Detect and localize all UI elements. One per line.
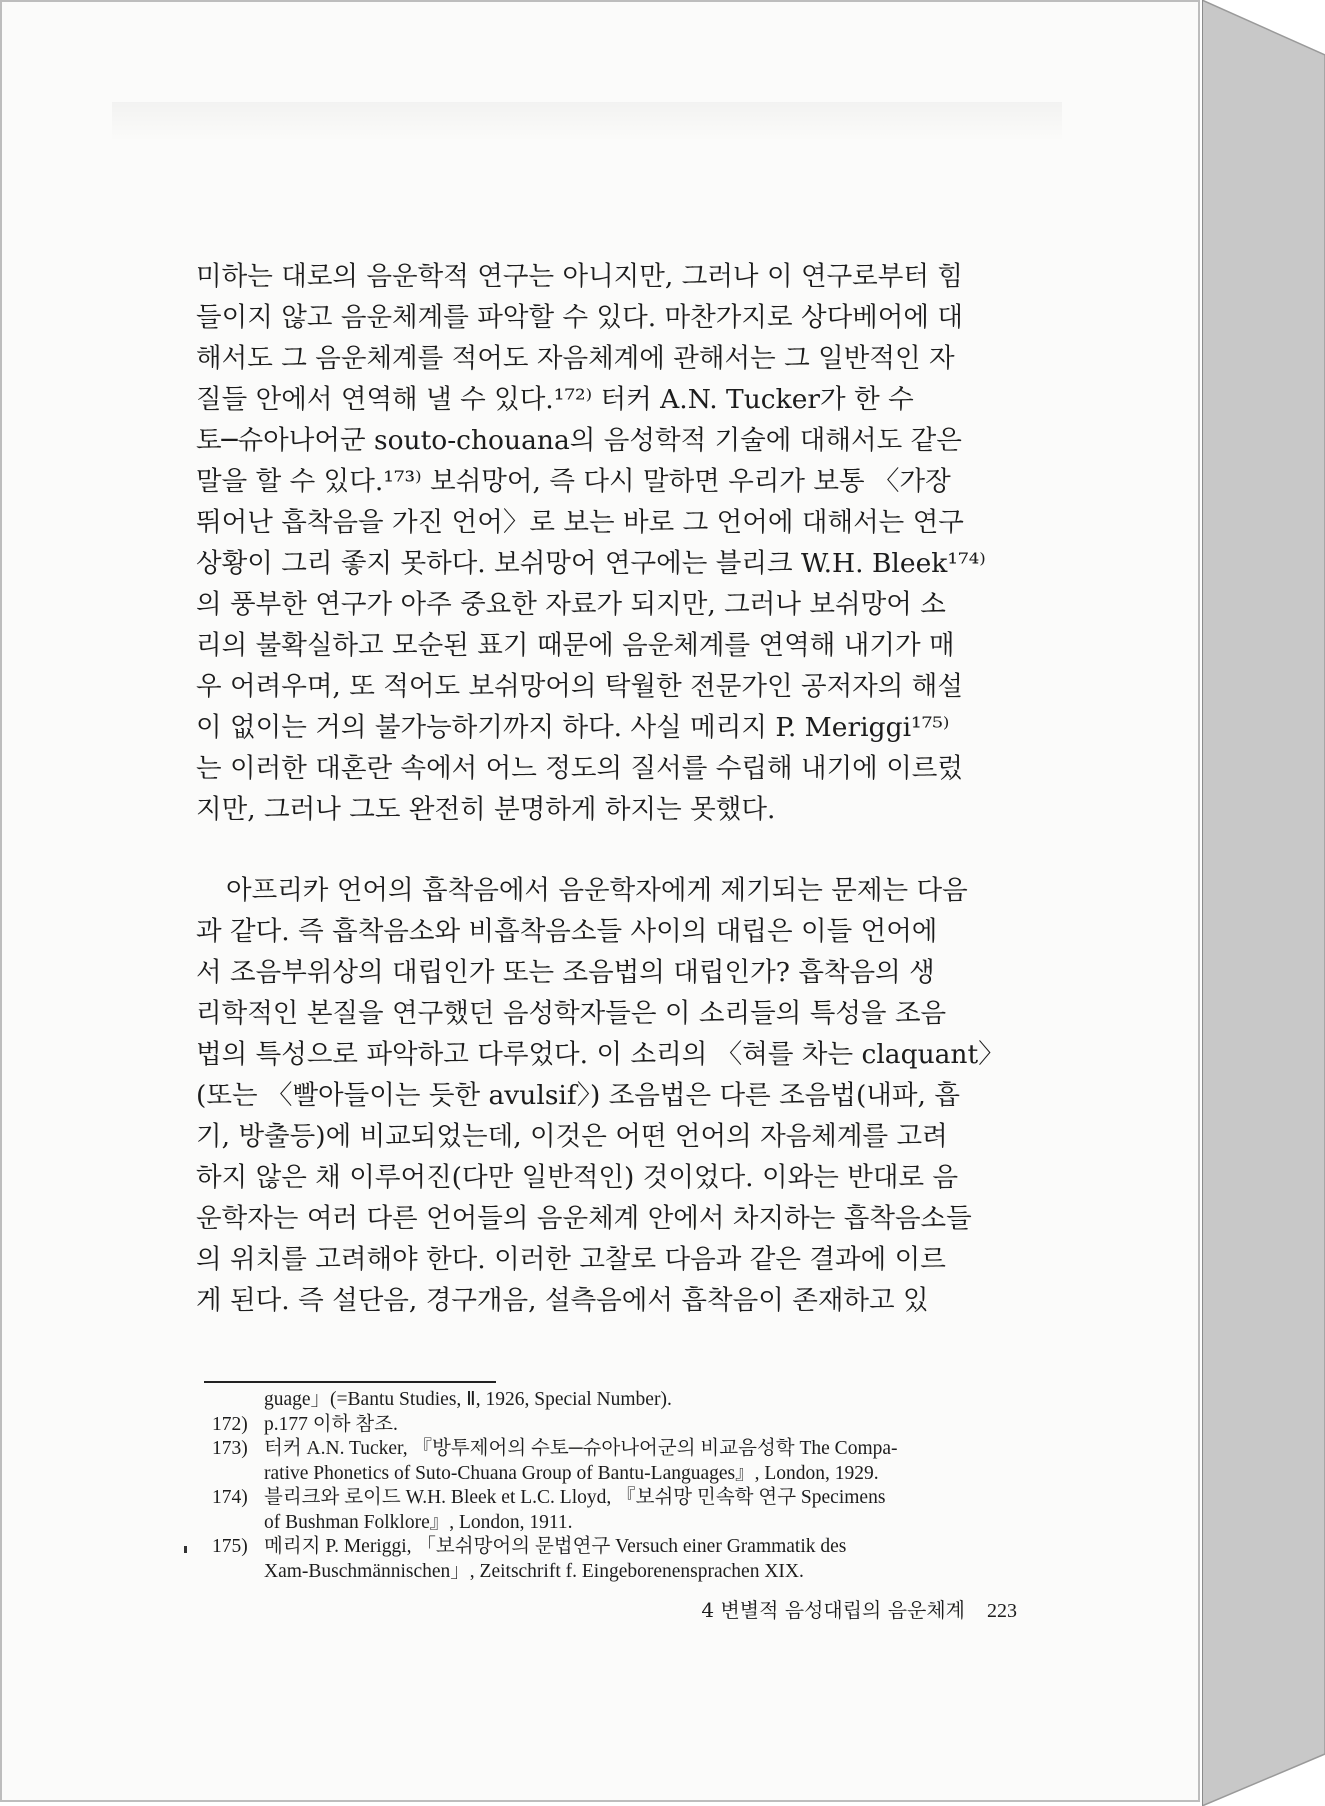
- body-line: 서 조음부위상의 대립인가 또는 조음법의 대립인가? 흡착음의 생: [196, 957, 935, 988]
- footnote-number: 172): [212, 1413, 248, 1435]
- body-line: 의 위치를 고려해야 한다. 이러한 고찰로 다음과 같은 결과에 이르: [196, 1244, 946, 1275]
- body-line: 우 어려우며, 또 적어도 보쉬망어의 탁월한 전문가인 공저자의 해설: [196, 671, 963, 702]
- scan-shadow: [112, 102, 1062, 142]
- footnote-text: Xam-Buschmännischen」, Zeitschrift f. Eingeborenensprachen XIX.: [264, 1560, 804, 1582]
- footnotes: [212, 1388, 1042, 1584]
- footnote-172: [212, 1413, 1042, 1438]
- body-line: 의 풍부한 연구가 아주 중요한 자료가 되지만, 그러나 보쉬망어 소: [196, 589, 946, 620]
- footnote-text: rative Phonetics of Suto-Chuana Group of Bantu-Languages』, London, 1929.: [264, 1462, 879, 1484]
- body-line: 지만, 그러나 그도 완전히 분명하게 하지는 못했다.: [196, 794, 776, 825]
- footnote-continuation: guage」(=Bantu Studies, Ⅱ, 1926, Special Number).: [264, 1389, 672, 1410]
- footnote-174: [212, 1486, 1042, 1511]
- body-line: 이 없이는 거의 불가능하기까지 하다. 사실 메리지 P. Meriggi¹⁷⁵⁾: [196, 712, 950, 743]
- body-line: 뛰어난 흡착음을 가진 언어〉로 보는 바로 그 언어에 대해서는 연구: [196, 507, 964, 538]
- body-line: 아프리카 언어의 흡착음에서 음운학자에게 제기되는 문제는 다음: [226, 875, 968, 906]
- book-side-edge: [1202, 0, 1325, 1806]
- footnote-number: 173): [212, 1438, 248, 1459]
- body-line: 말을 할 수 있다.¹⁷³⁾ 보쉬망어, 즉 다시 말하면 우리가 보통 〈가장: [196, 466, 951, 497]
- body-line: 운학자는 여러 다른 언어들의 음운체계 안에서 차지하는 흡착음소들: [196, 1203, 972, 1234]
- scan-mark: [184, 1546, 187, 1553]
- chapter-title: 4 변별적 음성대립의 음운체계: [701, 1598, 965, 1622]
- body-line: 는 이러한 대혼란 속에서 어느 정도의 질서를 수립해 내기에 이르렀: [196, 753, 963, 784]
- footnote-text: 터커 A.N. Tucker, 『방투제어의 수토─슈아나어군의 비교음성학 The Compa-: [264, 1438, 898, 1459]
- body-line: (또는 〈빨아들이는 듯한 avulsif〉) 조음법은 다른 조음법(내파, 흡: [196, 1080, 960, 1111]
- footnote-text: 블리크와 로이드 W.H. Bleek et L.C. Lloyd, 『보쉬망 민속학 연구 Specimens: [264, 1487, 886, 1508]
- body-line: 상황이 그리 좋지 못하다. 보쉬망어 연구에는 블리크 W.H. Bleek¹⁷⁴⁾: [196, 548, 986, 579]
- body-text: [196, 256, 1036, 1321]
- footnote-rule: [204, 1381, 496, 1383]
- body-line: 미하는 대로의 음운학적 연구는 아니지만, 그러나 이 연구로부터 힘: [196, 261, 963, 292]
- footnote-number: 175): [212, 1536, 248, 1557]
- body-line: 게 된다. 즉 설단음, 경구개음, 설측음에서 흡착음이 존재하고 있: [196, 1285, 929, 1316]
- footnote-173: [212, 1437, 1042, 1462]
- body-line: 들이지 않고 음운체계를 파악할 수 있다. 마찬가지로 상다베어에 대: [196, 302, 963, 333]
- footnote-number: 174): [212, 1487, 248, 1508]
- footnote-text: of Bushman Folklore』, London, 1911.: [264, 1511, 573, 1533]
- footnote-text: 메리지 P. Meriggi, 「보쉬망어의 문법연구 Versuch einer Grammatik des: [264, 1536, 847, 1557]
- body-line: 법의 특성으로 파악하고 다루었다. 이 소리의 〈혀를 차는 claquant〉: [196, 1039, 1005, 1070]
- body-line: 하지 않은 채 이루어진(다만 일반적인) 것이었다. 이와는 반대로 음: [196, 1162, 959, 1193]
- body-line: 리학적인 본질을 연구했던 음성학자들은 이 소리들의 특성을 조음: [196, 998, 947, 1029]
- body-line: 해서도 그 음운체계를 적어도 자음체계에 관해서는 그 일반적인 자: [196, 343, 955, 374]
- footnote-175: [212, 1535, 1042, 1560]
- body-line: 리의 불확실하고 모순된 표기 때문에 음운체계를 연역해 내기가 매: [196, 630, 955, 661]
- footnote-text: p.177 이하 참조.: [264, 1413, 398, 1435]
- running-footer: [622, 1594, 1017, 1623]
- book-side-face: [1202, 0, 1325, 1806]
- body-line: 과 같다. 즉 흡착음소와 비흡착음소들 사이의 대립은 이들 언어에: [196, 916, 938, 947]
- body-line: 기, 방출등)에 비교되었는데, 이것은 어떤 언어의 자음체계를 고려: [196, 1121, 948, 1152]
- page-number: 223: [987, 1600, 1017, 1622]
- body-line: 질들 안에서 연역해 낼 수 있다.¹⁷²⁾ 터커 A.N. Tucker가 한 수: [196, 384, 914, 415]
- body-line: 토─슈아나어군 souto-chouana의 음성학적 기술에 대해서도 같은: [196, 425, 962, 456]
